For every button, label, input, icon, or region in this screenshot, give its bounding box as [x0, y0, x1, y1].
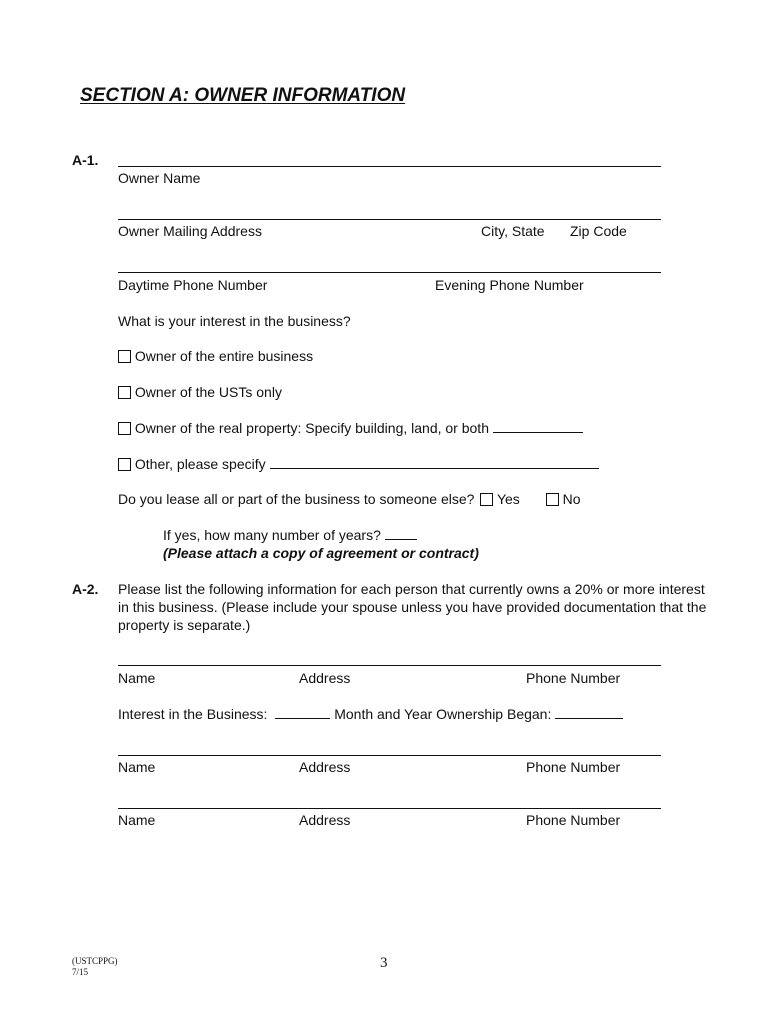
lease-question: Do you lease all or part of the business to someone else?	[118, 491, 475, 507]
years-row	[163, 527, 417, 543]
owner-2-name-label: Name	[118, 759, 156, 775]
checkbox-real-property[interactable]	[118, 422, 131, 435]
lease-yes-label: Yes	[496, 491, 520, 507]
interest-field[interactable]	[275, 706, 330, 719]
month-year-field[interactable]	[555, 706, 623, 719]
interest-label: Interest in the Business:	[118, 706, 268, 722]
owner-3-name-label: Name	[118, 812, 156, 828]
option-other-label: Other, please specify	[134, 456, 266, 472]
lease-no-label: No	[562, 491, 581, 507]
years-field[interactable]	[385, 527, 417, 540]
owner-1-name-label: Name	[118, 670, 156, 686]
lease-row	[118, 491, 581, 507]
option-entire-business-label: Owner of the entire business	[134, 348, 314, 364]
checkbox-usts-only[interactable]	[118, 386, 131, 399]
option-real-property	[118, 420, 583, 436]
real-property-specify-field[interactable]	[493, 420, 583, 433]
option-entire-business	[118, 348, 313, 364]
owner-1-phone-label: Phone Number	[526, 670, 621, 686]
owner-row-3-field[interactable]	[118, 808, 661, 809]
form-date: 7/15	[72, 967, 89, 977]
zip-code-label: Zip Code	[570, 223, 627, 239]
owner-1-address-label: Address	[299, 670, 351, 686]
checkbox-other[interactable]	[118, 458, 131, 471]
owner-3-address-label: Address	[299, 812, 351, 828]
page-number: 3	[380, 955, 388, 971]
interest-row	[118, 706, 623, 722]
owner-name-label: Owner Name	[118, 170, 201, 186]
form-code: (USTCPPG)	[72, 956, 118, 966]
years-question: If yes, how many number of years?	[163, 527, 381, 543]
checkbox-entire-business[interactable]	[118, 350, 131, 363]
city-state-label: City, State	[481, 223, 545, 239]
other-specify-field[interactable]	[270, 456, 599, 469]
option-usts-only	[118, 384, 282, 400]
attach-note: (Please attach a copy of agreement or contract)	[163, 545, 479, 561]
evening-phone-label: Evening Phone Number	[435, 277, 584, 293]
mailing-address-label: Owner Mailing Address	[118, 223, 262, 239]
section-title: SECTION A: OWNER INFORMATION	[80, 85, 406, 106]
owner-name-field[interactable]	[118, 166, 661, 167]
owner-2-phone-label: Phone Number	[526, 759, 621, 775]
month-year-label: Month and Year Ownership Began:	[334, 706, 552, 722]
checkbox-lease-no[interactable]	[546, 493, 559, 506]
option-real-property-label: Owner of the real property: Specify building, land, or both	[134, 420, 489, 436]
owner-2-address-label: Address	[299, 759, 351, 775]
option-usts-only-label: Owner of the USTs only	[134, 384, 282, 400]
owner-row-2-field[interactable]	[118, 755, 661, 756]
daytime-phone-label: Daytime Phone Number	[118, 277, 268, 293]
a2-number: A-2.	[72, 581, 99, 597]
mailing-address-field[interactable]	[118, 219, 661, 220]
interest-question: What is your interest in the business?	[118, 313, 351, 329]
a2-instructions: Please list the following information for each person that currently owns a 20% or more interest in this business. (Please include your spouse unless you have provided documentation that the property is separate.)	[118, 581, 707, 633]
checkbox-lease-yes[interactable]	[480, 493, 493, 506]
phone-numbers-field[interactable]	[118, 272, 661, 273]
owner-row-1-field[interactable]	[118, 665, 661, 666]
option-other	[118, 456, 599, 472]
owner-3-phone-label: Phone Number	[526, 812, 621, 828]
a1-number: A-1.	[72, 152, 99, 168]
